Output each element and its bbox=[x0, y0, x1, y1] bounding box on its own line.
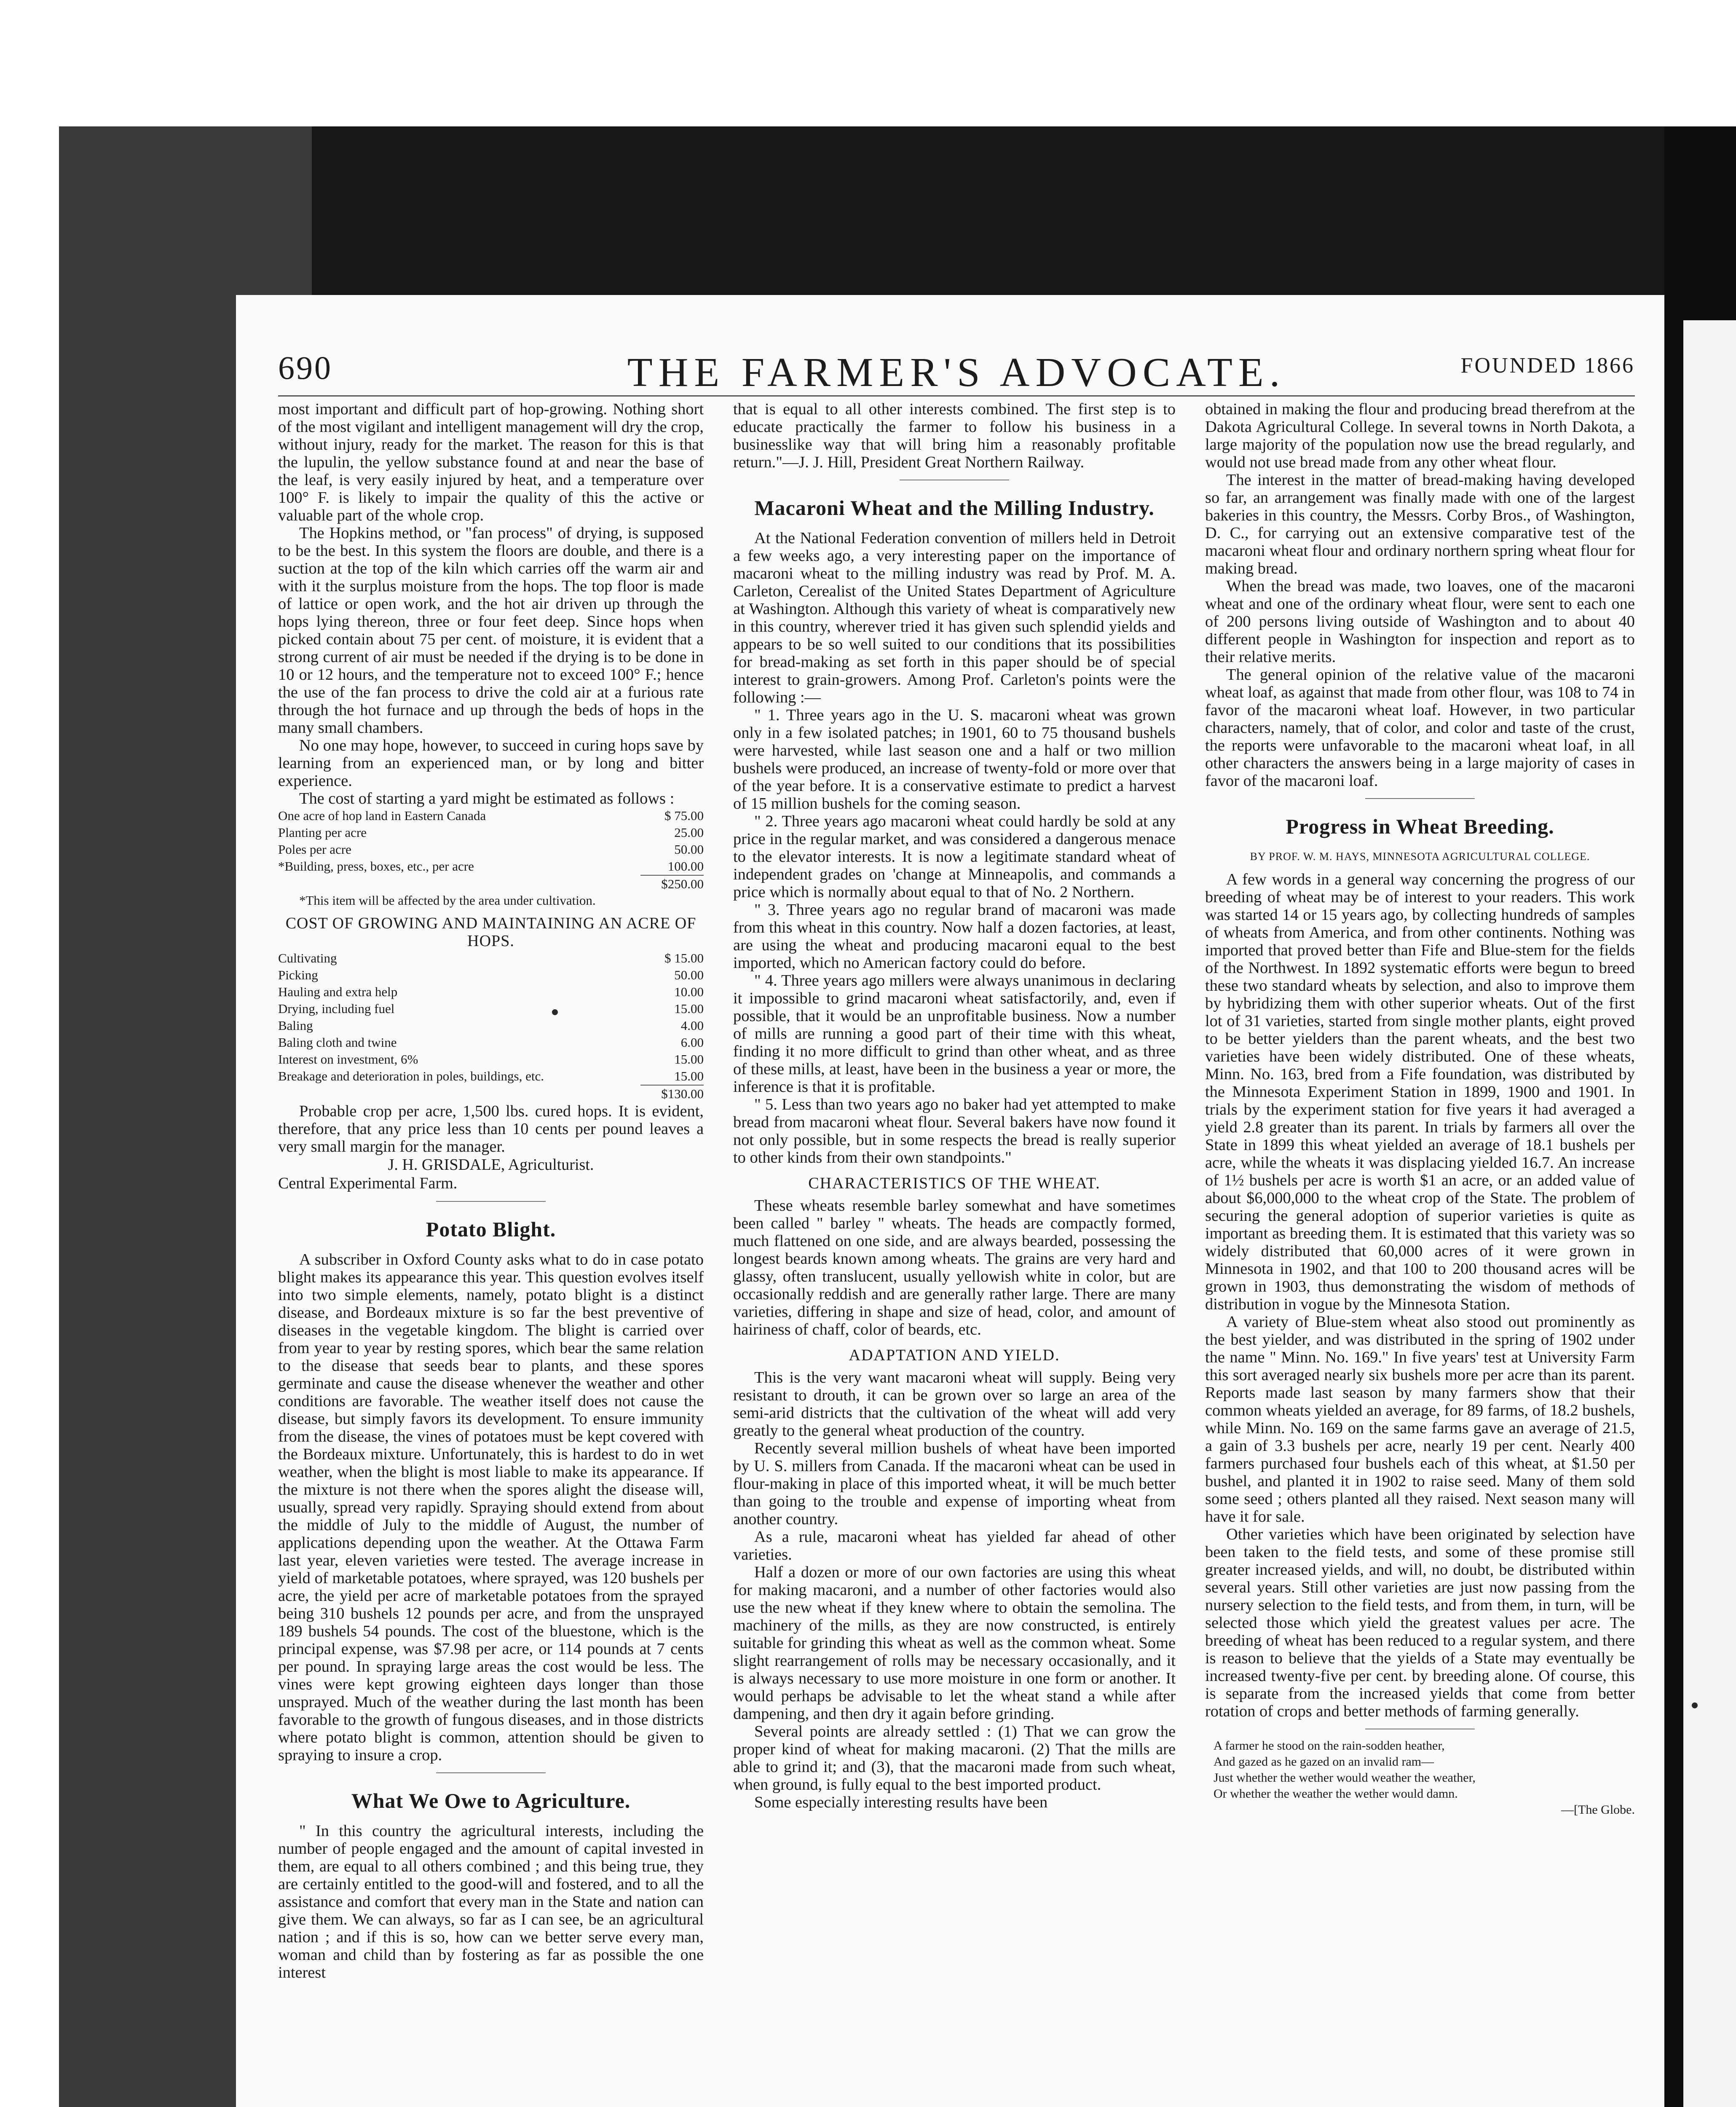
table-row bbox=[278, 824, 704, 841]
cost-item: Drying, including fuel bbox=[278, 1001, 395, 1016]
column-1 bbox=[278, 400, 704, 2107]
column-2 bbox=[733, 400, 1176, 2107]
total-rule bbox=[640, 875, 704, 876]
cost-amount: 6.00 bbox=[680, 1035, 704, 1050]
paragraph: No one may hope, however, to succeed in curing hops save by learning from an experienced man, or by long and bitter experience. bbox=[278, 737, 704, 790]
paragraph: " 4. Three years ago millers were always unanimous in declaring it impossible to grind macaroni wheat satisfactorily, and, even if possible, that it would be an unprofitable business. Now a number of mills are running a good part of their time with this wheat, finding it no more difficult to grind than other wheat, and as three of these mills, at least, have been in the business a year or more, the inference is that it is profitable. bbox=[733, 972, 1176, 1096]
paragraph: When the bread was made, two loaves, one of the macaroni wheat and one of the ordinary wheat flour, were sent to each one of 200 persons living outside of Washington and to about 40 different people in Washington for inspection and report as to their relative merits. bbox=[1205, 577, 1635, 666]
section-rule bbox=[436, 1772, 546, 1773]
poem-line: Or whether the weather the wether would damn. bbox=[1214, 1787, 1458, 1801]
cost-amount: 50.00 bbox=[674, 968, 704, 982]
cost-item: Picking bbox=[278, 968, 318, 982]
table-row bbox=[278, 807, 704, 824]
paragraph: Probable crop per acre, 1,500 lbs. cured hops. It is evident, therefore, that any price less than 10 cents per pound leaves a very small margin for the manager. bbox=[278, 1102, 704, 1155]
table-row bbox=[278, 1017, 704, 1034]
adjacent-page-edge bbox=[1683, 320, 1736, 2107]
paragraph: Some especially interesting results have been bbox=[754, 1793, 1048, 1811]
cost-amount: 100.00 bbox=[667, 859, 704, 874]
paragraph: A subscriber in Oxford County asks what to do in case potato blight makes its appearance this year. This question evolves itself into two simple elements, namely, potato blight is a distinct disease, and Bordeaux mixture is so far the best preventive of diseases in the vegetable kingdom. The blight is carried over from year to year by resting spores, which bear the same relation to the disease that seeds bear to plants, and these spores germinate and cause the disease whenever the weather and other conditions are favorable. The weather itself does not cause the disease, but simply favors its development. To ensure immunity from the disease, the vines of potatoes must be kept covered with the Bordeaux mixture. Unfortunately, this is hardest to do in wet weather, when the blight is most liable to make its appearance. If the mixture is not there when the spores alight the disease will, usually, spread very rapidly. Spraying should extend from about the middle of July to the middle of August, the number of applications depending upon the weather. At the Ottawa Farm last year, eleven varieties were tested. The average increase in yield of marketable potatoes, where sprayed, was 120 bushels per acre, the yield per acre of marketable potatoes from the sprayed being 310 bushels 12 pounds per acre, and from the unsprayed 189 bushels 54 pounds. The cost of the bluestone, which is the principal expense, was $7.98 per acre, or 114 pounds at 7 cents per pound. In spraying large areas the cost would be less. The vines were kept growing eighteen days longer than those unsprayed. Much of the weather during the last month has been favorable to the growth of fungous diseases, and in those districts where potato blight is common, attention should be given to spraying to insure a crop. bbox=[278, 1251, 704, 1764]
paragraph: " 3. Three years ago no regular brand of macaroni was made from this wheat in this country. Now half a dozen factories, at least, are using the wheat and producing macaroni equal to the best imported, which no American factory could do before. bbox=[733, 901, 1176, 972]
table-row bbox=[278, 858, 704, 875]
cost-item: Poles per acre bbox=[278, 842, 351, 857]
paragraph: The cost of starting a yard might be estimated as follows : bbox=[299, 790, 675, 807]
paragraph: A variety of Blue-stem wheat also stood out prominently as the best yielder, and was distributed in the spring of 1902 under the name " Minn. No. 169." In five years' test at University Farm this sort averaged nearly six bushels more per acre than its parent. Reports made last season by many farmers show that their common wheats yielded an average, for 89 farms, of 18.2 bushels, while Minn. No. 169 on the same farms gave an average of 21.5, a gain of 3.3 bushels per acre, nearly 19 per cent. Nearly 400 farmers purchased four bushels each of this wheat, at $1.50 per bushel, and planted it in 1902 to raise seed. Many of them sold some seed ; others planted all they raised. Next season many will have it for sale. bbox=[1205, 1313, 1635, 1525]
paragraph: A few words in a general way concerning the progress of our breeding of wheat may be of interest to your readers. This work was started 14 or 15 years ago, by collecting hundreds of samples of wheats from America, and from other continents. Nothing was imported that proved better than Fife and Blue-stem for the fields of the Northwest. In 1892 systematic efforts were begun to breed these two standard wheats by selection, and also to improve them by hybridizing them with other superior wheats. Out of the first lot of 31 varieties, started from single mother plants, eight proved to be better yielders than the parent wheats, and the best two varieties have been widely distributed. One of these wheats, Minn. No. 163, bred from a Fife foundation, was distributed by the Minnesota Experiment Station in 1899, 1900 and 1901. In trials by the experiment station for five years it had averaged a yield 2.8 greater than its parent. In trials by farmers all over the State in 1899 this wheat yielded an average of 18.1 bushels per acre, while the wheats it was displacing yielded 16.7. An increase of 1½ bushels per acre is worth $1 an acre, or an added value of about $6,000,000 to the wheat crop of the State. The problem of securing the general adoption of superior varieties is quite as important as breeding them. It is estimated that this variety was so widely distributed that 60,000 acres of it were grown in Minnesota in 1902, and that 100 to 200 thousand acres will be grown in 1903, thus demonstrating the wisdom of methods of distribution in vogue by the Minnesota Station. bbox=[1205, 871, 1635, 1313]
paragraph: The interest in the matter of bread-making having developed so far, an arrangement was finally made with one of the largest bakeries in this country, the Messrs. Corby Bros., of Washington, D. C., for carrying out an extensive comparative test of the macaroni wheat flour and ordinary northern spring wheat flour for making bread. bbox=[1205, 471, 1635, 577]
paragraph: Other varieties which have been originated by selection have been taken to the field tests, and some of these promise still greater increased yields, and will, no doubt, be distributed within several years. Still other varieties are just now passing from the nursery selection to the field tests, and from them, in turn, will be selected those which yield the greatest values per acre. The breeding of wheat has been reduced to a regular system, and there is reason to believe that the yields of a State may eventually be increased twenty-five per cent. by breeding alone. Of course, this is separate from the increased yields that come from better rotation of crops and better methods of farming generally. bbox=[1205, 1525, 1635, 1720]
paragraph: Recently several million bushels of wheat have been imported by U. S. millers from Canada. If the macaroni wheat can be used in flour-making in place of this imported wheat, it will be much better than going to the trouble and expense of importing wheat from another country. bbox=[733, 1440, 1176, 1528]
subheading-characteristics: CHARACTERISTICS OF THE WHEAT. bbox=[808, 1174, 1101, 1192]
page-number: 690 bbox=[278, 349, 332, 386]
cost-amount: $ 75.00 bbox=[664, 808, 704, 823]
cost-item: Breakage and deterioration in poles, buildings, etc. bbox=[278, 1069, 544, 1083]
paragraph: The general opinion of the relative value of the macaroni wheat loaf, as against that made from other flour, was 108 to 74 in favor of the macaroni wheat loaf. However, in two particular characters, namely, that of color, and color and taste of the crust, the reports were unfavorable to the macaroni wheat loaf, in all other characters the answers being in a large majority of cases in favor of the macaroni loaf. bbox=[1205, 666, 1635, 790]
grow-cost-heading: COST OF GROWING AND MAINTAINING AN ACRE OF HOPS. bbox=[285, 914, 697, 950]
table-row bbox=[278, 1068, 704, 1085]
total-rule bbox=[640, 1085, 704, 1086]
cost-amount: 4.00 bbox=[680, 1018, 704, 1033]
paragraph: Several points are already settled : (1) That we can grow the proper kind of wheat for making macaroni. (2) That the mills are able to grind it; and (3), that the macaroni made from such wheat, when ground, is fully equal to the best imported product. bbox=[733, 1723, 1176, 1793]
paragraph: These wheats resemble barley somewhat and have sometimes been called " barley " wheats. The heads are compactly formed, much flattened on one side, and are always bearded, possessing the longest beards known among wheats. The grains are very hard and glassy, often translucent, usually yellowish white in color, but are occasionally reddish and are generally rather large. There are many varieties, differing in shape and size of head, color, and amount of hairiness of chaff, color of beards, etc. bbox=[733, 1197, 1176, 1338]
article-title-wheat-breeding: Progress in Wheat Breeding. bbox=[1286, 815, 1554, 838]
cost-amount: 15.00 bbox=[674, 1001, 704, 1016]
paragraph: most important and difficult part of hop-growing. Nothing short of the most vigilant and intelligent management will dry the crop, without injury, ready for the market. The reason for this is that the lupulin, the yellow substance found at and near the base of the leaf, is very easily injured by heat, and a temperature over 100° F. is likely to impair the quality of this the active or valuable part of the whole crop. bbox=[278, 400, 704, 524]
table-row bbox=[278, 841, 704, 858]
ink-speck bbox=[552, 1009, 558, 1015]
newspaper-page bbox=[236, 295, 1664, 2107]
table-row bbox=[278, 875, 704, 893]
article-title-potato-blight: Potato Blight. bbox=[426, 1217, 556, 1241]
cost-amount: 15.00 bbox=[674, 1069, 704, 1083]
article-byline: BY PROF. W. M. HAYS, MINNESOTA AGRICULTURAL COLLEGE. bbox=[1250, 850, 1590, 863]
table-row bbox=[278, 1034, 704, 1051]
paragraph: At the National Federation convention of millers held in Detroit a few weeks ago, a very interesting paper on the importance of macaroni wheat to the milling industry was read by Prof. M. A. Carleton, Cerealist of the United States Department of Agriculture at Washington. Although this variety of wheat is comparatively new in this country, wherever tried it has given such splendid yields and appears to be so well suited to our conditions that its possibilities for bread-making as set forth in this paper should be of special interest to grain-growers. Among Prof. Carleton's points were the following :— bbox=[733, 529, 1176, 706]
author-signature: J. H. GRISDALE, Agriculturist. bbox=[388, 1156, 594, 1174]
article-title-macaroni-wheat: Macaroni Wheat and the Milling Industry. bbox=[754, 496, 1155, 520]
cost-amount: $ 15.00 bbox=[664, 951, 704, 965]
paragraph: This is the very want macaroni wheat will supply. Being very resistant to drouth, it can be grown over so large an area of the semi-arid districts that the cultivation of the wheat will add very greatly to the general wheat production of the country. bbox=[733, 1369, 1176, 1440]
cost-item: *Building, press, boxes, etc., per acre bbox=[278, 859, 474, 874]
table-row bbox=[278, 950, 704, 967]
start-cost-total: $250.00 bbox=[661, 877, 704, 891]
cost-item: Hauling and extra help bbox=[278, 984, 398, 999]
poem-attribution: —[The Globe. bbox=[1561, 1803, 1635, 1817]
table-row bbox=[278, 1000, 704, 1017]
column-3 bbox=[1205, 400, 1635, 2107]
page-header bbox=[278, 349, 1635, 399]
cost-item: Baling cloth and twine bbox=[278, 1035, 397, 1050]
paragraph: " 1. Three years ago in the U. S. macaroni wheat was grown only in a few isolated patches; in 1901, 60 to 75 thousand bushels were harvested, while last season one and a half or two million bushels were produced, an increase of twenty-fold or more over that of the year before. It is a conservative estimate to predict a harvest of 15 million bushels for the coming season. bbox=[733, 706, 1176, 812]
table-row bbox=[278, 1051, 704, 1068]
paragraph: " In this country the agricultural interests, including the number of people engaged and the amount of capital invested in them, are equal to all others combined ; and this being true, they are certainly entitled to the good-will and fostered, and to all the assistance and comfort that every man in the State and nation can give them. We can always, so far as I can see, be an agricultural nation ; and if this is so, how can we better serve every man, woman and child than by fostering as far as possible the one interest bbox=[278, 1822, 704, 1981]
paragraph: As a rule, macaroni wheat has yielded far ahead of other varieties. bbox=[733, 1528, 1176, 1563]
grow-cost-total: $130.00 bbox=[661, 1086, 704, 1101]
paragraph: that is equal to all other interests combined. The first step is to educate practically the farmer to follow his business in a businesslike way that will bring him a reasonably profitable return."—J. J. Hill, President Great Northern Railway. bbox=[733, 400, 1176, 471]
paragraph: Half a dozen or more of our own factories are using this wheat for making macaroni, and a number of other factories would also use the new wheat if they knew where to obtain the semolina. The machinery of the mills, as they are now constructed, is entirely suitable for grinding this wheat as well as the common wheat. Some slight rearrangement of rolls may be necessary occasionally, and it is always necessary to use more moisture in one form or another. It would perhaps be advisable to let the wheat stand a while after dampening, and then dry it again before grinding. bbox=[733, 1563, 1176, 1723]
cost-amount: 50.00 bbox=[674, 842, 704, 857]
subheading-adaptation: ADAPTATION AND YIELD. bbox=[849, 1346, 1060, 1364]
grow-cost-table bbox=[278, 950, 704, 1102]
cost-item: Interest on investment, 6% bbox=[278, 1052, 418, 1067]
cost-item: One acre of hop land in Eastern Canada bbox=[278, 808, 486, 823]
paragraph: The Hopkins method, or "fan process" of drying, is supposed to be the best. In this system the floors are double, and there is a suction at the top of the kiln which carries off the warm air and with it the surplus moisture from the hops. The top floor is made of lattice or open work, and the hot air driven up through the hops lying thereon, three or four feet deep. Since hops when picked contain about 75 per cent. of moisture, it is evident that a strong current of air must be needed if the drying is to be done in 10 or 12 hours, and the temperature not to exceed 100° F.; hence the use of the fan process to drive the cold air at a furious rate through the hot furnace and up through the beds of hops in the many small chambers. bbox=[278, 524, 704, 737]
poem-line: And gazed as he gazed on an invalid ram— bbox=[1214, 1755, 1434, 1769]
table-row bbox=[278, 1085, 704, 1102]
header-rule bbox=[278, 395, 1635, 397]
paragraph: obtained in making the flour and producing bread therefrom at the Dakota Agricultural College. In several towns in North Dakota, a large majority of the population now use the bread regularly, and would not use bread made from any other wheat flour. bbox=[1205, 400, 1635, 471]
cost-item: Planting per acre bbox=[278, 825, 367, 840]
cost-amount: 10.00 bbox=[674, 984, 704, 999]
footnote: *This item will be affected by the area under cultivation. bbox=[299, 893, 596, 908]
start-cost-table bbox=[278, 807, 704, 893]
table-row bbox=[278, 984, 704, 1000]
founded-line: FOUNDED 1866 bbox=[1460, 354, 1635, 378]
author-place: Central Experimental Farm. bbox=[278, 1174, 458, 1192]
table-row bbox=[278, 967, 704, 984]
cost-amount: 15.00 bbox=[674, 1052, 704, 1067]
poem-line: Just whether the wether would weather the weather, bbox=[1214, 1771, 1476, 1785]
cost-amount: 25.00 bbox=[674, 825, 704, 840]
cost-item: Baling bbox=[278, 1018, 313, 1033]
poem bbox=[1205, 1738, 1635, 1818]
paragraph: " 5. Less than two years ago no baker had yet attempted to make bread from macaroni wheat flour. Several bakers have now found it not only possible, but in some respects the bread is really superior to other kinds from their own standpoints." bbox=[733, 1096, 1176, 1166]
section-rule bbox=[436, 1201, 546, 1202]
ink-speck bbox=[1692, 1702, 1698, 1708]
cost-item: Cultivating bbox=[278, 951, 337, 965]
article-title-agriculture: What We Owe to Agriculture. bbox=[351, 1789, 631, 1812]
masthead-title: THE FARMER'S ADVOCATE. bbox=[627, 350, 1286, 395]
poem-line: A farmer he stood on the rain-sodden heather, bbox=[1214, 1739, 1445, 1753]
section-rule bbox=[1365, 798, 1475, 799]
paragraph: " 2. Three years ago macaroni wheat could hardly be sold at any price in the regular market, and was considered a dangerous menace to the elevator interests. It is now a legitimate standard wheat of independent grades on 'change at Minneapolis, and commands a price which is normally about equal to that of No. 2 Northern. bbox=[733, 812, 1176, 901]
